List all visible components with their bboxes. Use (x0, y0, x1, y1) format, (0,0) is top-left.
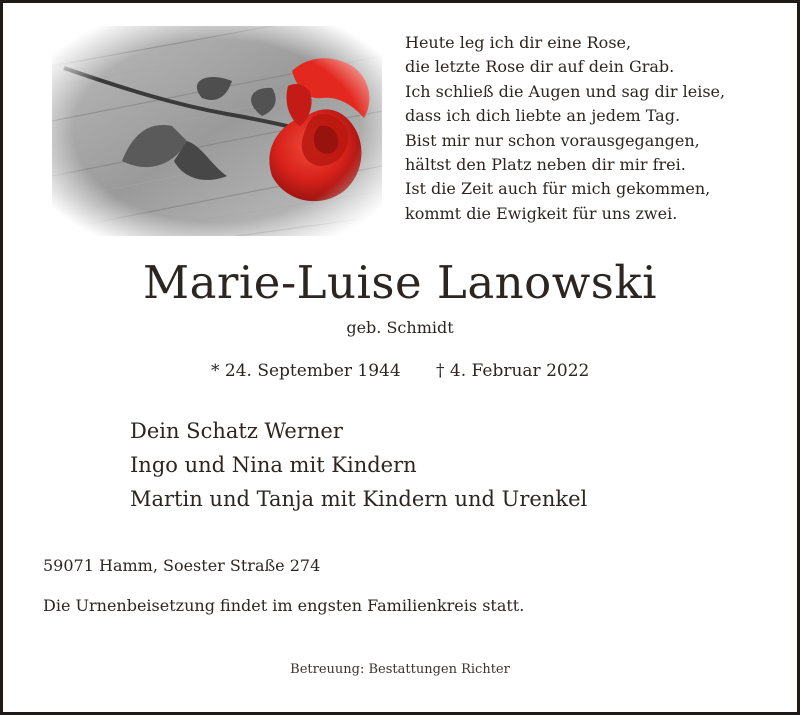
poem-line: die letzte Rose dir auf dein Grab. (405, 57, 675, 77)
poem (405, 31, 785, 226)
mourner-line: Dein Schatz Werner (130, 419, 343, 443)
mourner-line: Ingo und Nina mit Kindern (130, 453, 417, 477)
maiden-name: geb. Schmidt (346, 318, 454, 337)
poem-line: Heute leg ich dir eine Rose, (405, 33, 632, 52)
mourner-line: Martin und Tanja mit Kindern und Urenkel (130, 487, 588, 511)
poem-line: Ich schließ die Augen und sag dir leise, (405, 81, 726, 101)
death-date: † 4. Februar 2022 (436, 361, 590, 381)
rose-photo (52, 26, 382, 236)
funeral-home-credit: Betreuung: Bestattungen Richter (290, 662, 510, 677)
birth-date: * 24. September 1944 (211, 361, 401, 381)
poem-line: hältst den Platz neben dir mir frei. (405, 155, 686, 175)
burial-note: Die Urnenbeisetzung findet im engsten Familienkreis statt. (43, 596, 525, 615)
poem-line: Ist die Zeit auch für mich gekommen, (405, 179, 711, 199)
life-dates (211, 359, 611, 383)
deceased-name: Marie-Luise Lanowski (143, 256, 657, 309)
address: 59071 Hamm, Soester Straße 274 (43, 556, 321, 575)
poem-line: dass ich dich liebte an jedem Tag. (405, 106, 681, 126)
poem-line: Bist mir nur schon vorausgegangen, (405, 130, 700, 150)
mourners-list (130, 414, 587, 516)
poem-line: kommt die Ewigkeit für uns zwei. (405, 203, 678, 223)
